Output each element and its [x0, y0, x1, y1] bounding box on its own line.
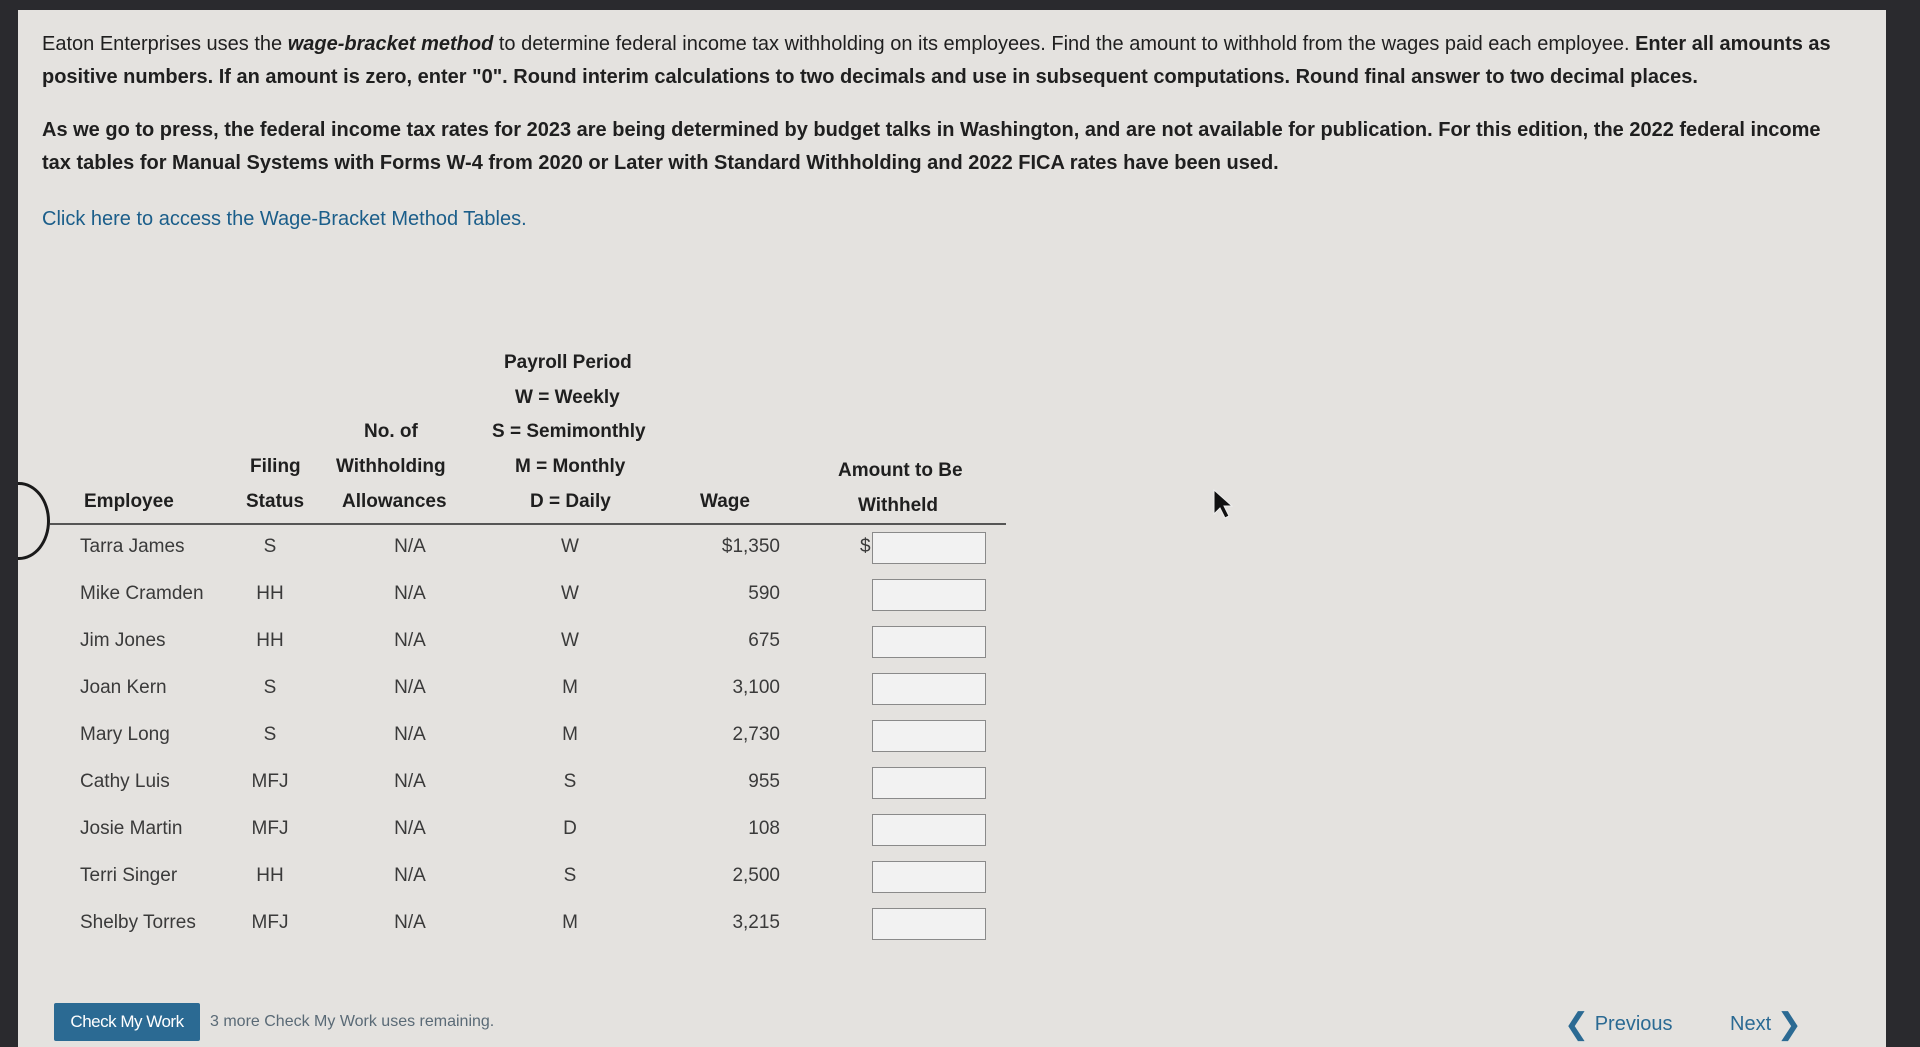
amount-withheld-input[interactable] — [872, 814, 986, 846]
header-allowances-2: Withholding — [336, 456, 446, 477]
wage-bracket-tables-link[interactable]: Click here to access the Wage-Bracket Method Tables. — [42, 208, 527, 230]
withholding-allowances: N/A — [394, 677, 426, 698]
chevron-right-icon: ❯ — [1776, 1008, 1802, 1041]
header-amount-1: Amount to Be — [838, 460, 963, 481]
employee-name: Jim Jones — [80, 630, 166, 651]
table-row — [50, 900, 1010, 947]
header-allowances-1: No. of — [364, 421, 418, 442]
wage-value: 955 — [748, 771, 780, 792]
table-row — [50, 618, 1010, 665]
next-button[interactable] — [1730, 1007, 1802, 1042]
withholding-allowances: N/A — [394, 724, 426, 745]
header-daily: D = Daily — [530, 491, 611, 512]
chevron-left-icon: ❮ — [1564, 1008, 1590, 1041]
filing-status: HH — [256, 630, 284, 651]
table-row — [50, 665, 1010, 712]
payroll-period: D — [563, 818, 577, 839]
amount-withheld-input[interactable] — [872, 861, 986, 893]
table-row — [50, 524, 1010, 571]
employee-name: Tarra James — [80, 536, 185, 557]
table-row — [50, 806, 1010, 853]
header-semimonthly: S = Semimonthly — [492, 421, 646, 442]
payroll-period: M — [562, 677, 578, 698]
withholding-allowances: N/A — [394, 536, 426, 557]
instructions-paragraph-1 — [42, 28, 1842, 94]
employee-name: Shelby Torres — [80, 912, 196, 933]
payroll-period: S — [563, 865, 577, 886]
payroll-period: W — [561, 630, 579, 651]
employee-name: Mary Long — [80, 724, 170, 745]
header-filing-1: Filing — [250, 456, 301, 477]
header-monthly: M = Monthly — [515, 456, 626, 477]
withholding-allowances: N/A — [394, 630, 426, 651]
wage-value: 590 — [748, 583, 780, 604]
payroll-period: M — [562, 724, 578, 745]
withholding-allowances: N/A — [394, 583, 426, 604]
filing-status: MFJ — [251, 771, 289, 792]
filing-status: MFJ — [251, 912, 289, 933]
assignment-screen — [18, 10, 1886, 1047]
withholding-allowances: N/A — [394, 865, 426, 886]
previous-button[interactable] — [1564, 1007, 1673, 1042]
instr-bold: Enter all amounts as positive numbers. If an amount is zero, enter "0". Round interim calculations to two decimals and use in subsequent computations. Round final answer to two decimal places. — [42, 33, 1831, 88]
instructions — [42, 28, 1842, 231]
employee-name: Cathy Luis — [80, 771, 170, 792]
table-row — [50, 853, 1010, 900]
amount-withheld-input[interactable] — [872, 767, 986, 799]
mouse-cursor-icon — [1212, 488, 1234, 525]
dollar-sign: $ — [860, 536, 871, 557]
table-header — [50, 340, 1010, 524]
header-allowances-3: Allowances — [342, 491, 447, 512]
filing-status: S — [263, 724, 277, 745]
table-body — [50, 524, 1010, 947]
amount-withheld-input[interactable] — [872, 579, 986, 611]
amount-withheld-input[interactable] — [872, 532, 986, 564]
wage-value: 3,215 — [732, 912, 780, 933]
instr-text-b: to determine federal income tax withholding on its employees. Find the amount to withhold from the wages paid each employee. — [493, 33, 1636, 55]
header-payroll-period: Payroll Period — [504, 352, 632, 373]
withholding-allowances: N/A — [394, 818, 426, 839]
amount-withheld-input[interactable] — [872, 626, 986, 658]
previous-label: Previous — [1594, 1013, 1673, 1035]
employee-name: Mike Cramden — [80, 583, 204, 604]
bezel-edge — [18, 482, 50, 560]
next-label: Next — [1730, 1013, 1772, 1035]
header-weekly: W = Weekly — [515, 387, 620, 408]
table-row — [50, 712, 1010, 759]
amount-withheld-input[interactable] — [872, 720, 986, 752]
table-row — [50, 759, 1010, 806]
withholding-table — [50, 340, 1010, 947]
filing-status: MFJ — [251, 818, 289, 839]
filing-status: S — [263, 536, 277, 557]
check-my-work-button[interactable]: Check My Work — [54, 1003, 200, 1041]
instr-emphasis: wage-bracket method — [287, 33, 494, 55]
wage-value: 2,730 — [732, 724, 780, 745]
wage-value: $1,350 — [721, 536, 780, 557]
amount-withheld-input[interactable] — [872, 908, 986, 940]
employee-name: Terri Singer — [80, 865, 178, 886]
instr-text-a: Eaton Enterprises uses the — [42, 33, 288, 55]
payroll-period: W — [561, 536, 579, 557]
footer-bar — [54, 1003, 1874, 1043]
header-employee: Employee — [84, 491, 174, 512]
check-remaining-text: 3 more Check My Work uses remaining. — [210, 1013, 495, 1030]
amount-withheld-input[interactable] — [872, 673, 986, 705]
wage-value: 675 — [748, 630, 780, 651]
table-row — [50, 571, 1010, 618]
header-wage: Wage — [700, 491, 750, 512]
employee-name: Josie Martin — [80, 818, 183, 839]
wage-value: 3,100 — [732, 677, 780, 698]
withholding-allowances: N/A — [394, 771, 426, 792]
wage-value: 2,500 — [732, 865, 780, 886]
filing-status: HH — [256, 865, 284, 886]
header-amount-2: Withheld — [858, 495, 939, 516]
payroll-period: S — [563, 771, 577, 792]
filing-status: S — [263, 677, 277, 698]
instructions-paragraph-2: As we go to press, the federal income tax rates for 2023 are being determined by budget talks in Washington, and are not available for publication. For this edition, the 2022 federal income tax tables for Manual Systems with Forms W-4 from 2020 or Later with Standard Withholding and 2022 FICA rates have been used. — [42, 119, 1821, 174]
withholding-allowances: N/A — [394, 912, 426, 933]
payroll-period: W — [561, 583, 579, 604]
header-filing-2: Status — [246, 491, 305, 512]
employee-name: Joan Kern — [80, 677, 167, 698]
payroll-period: M — [562, 912, 578, 933]
wage-value: 108 — [748, 818, 780, 839]
filing-status: HH — [256, 583, 284, 604]
